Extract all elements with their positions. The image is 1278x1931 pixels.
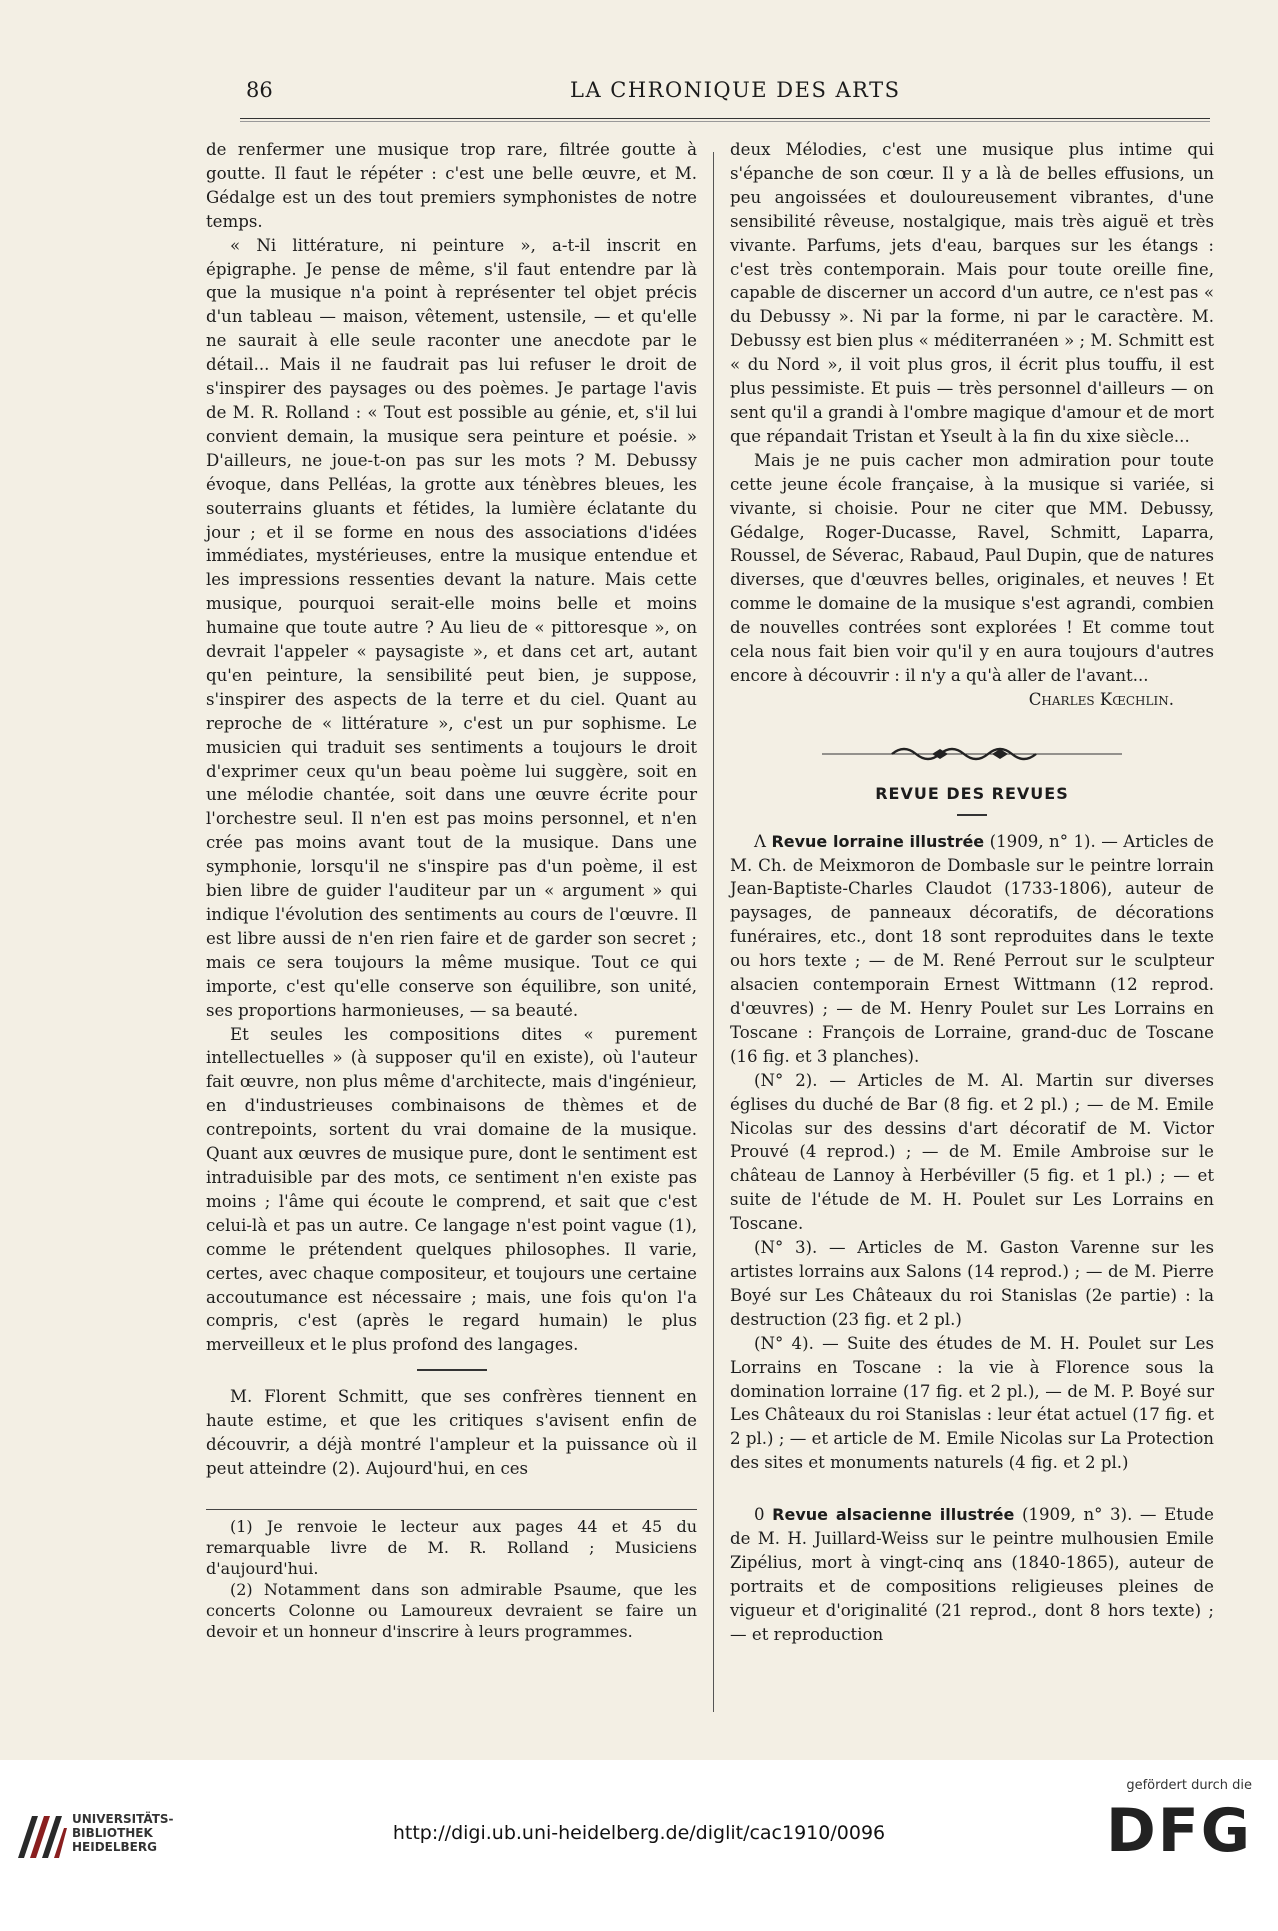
footnotes bbox=[206, 1516, 697, 1642]
page-number: 86 bbox=[246, 78, 273, 102]
review-entry bbox=[730, 1503, 1214, 1646]
review-entry bbox=[730, 830, 1214, 1069]
review-text: (1909, n° 3). — Etude de M. H. Juillard-Weiss sur le peintre mulhousien Emile Zipélius, mort à vingt-cinq ans (1840-1865), auteur de portraits et de compositions religieuses pleines de vigueur et d'originalité (21 reprod., dont 8 hors texte) ; — et reproduction bbox=[730, 1505, 1214, 1644]
dfg-logo: DFG bbox=[1105, 1796, 1252, 1866]
review-name: Revue alsacienne illustrée bbox=[772, 1505, 1015, 1525]
library-line: UNIVERSITÄTS- bbox=[72, 1812, 174, 1826]
review-name: Revue lorraine illustrée bbox=[771, 831, 985, 851]
ornament-divider-icon bbox=[822, 740, 1122, 764]
author-signature: Charles Kœchlin. bbox=[1028, 689, 1174, 709]
footer bbox=[0, 1760, 1278, 1931]
source-url-link[interactable]: http://digi.ub.uni-heidelberg.de/diglit/cac1910/0096 bbox=[392, 1822, 886, 1844]
paragraph: deux Mélodies, c'est une musique plus intime qui s'épanche de son cœur. Il y a là de belles effusions, un peu angoissées et douloureusement vibrantes, d'une sensibilité rêveuse, nostalgique, mais très aiguë et très vivante. Parfums, jets d'eau, barques sur les étangs : c'est très contemporain. Mais pour toute oreille fine, capable de discerner un accord d'un autre, ce n'est pas « du Debussy ». Ni par la forme, ni par le caractère. M. Debussy est bien plus « méditerranéen » ; M. Schmitt est « du Nord », il voit plus gros, il écrit plus touffu, il est plus pessimiste. Et puis — très personnel d'ailleurs — on sent qu'il a grandi à l'ombre magique d'amour et de mort que répandait Tristan et Yseult à la fin du xixe siècle... bbox=[730, 140, 1214, 446]
left-column bbox=[206, 138, 697, 1642]
paragraph: de renfermer une musique trop rare, filtrée goutte à goutte. Il faut le répéter : c'est une belle œuvre, et M. Gédalge est un des tout premiers symphonistes de notre temps. bbox=[206, 140, 697, 231]
review-entry: (N° 2). — Articles de M. Al. Martin sur diverses églises du duché de Bar (8 fig. et 2 pl.) ; — de M. Emile Nicolas sur des dessins d'art décoratif de M. Victor Prouvé (4 reprod.) ; — de M. Emile Ambroise sur le château de Lannoy à Herbéviller (5 fig. et 1 pl.) ; — et suite de l'étude de M. H. Poulet sur Les Lorrains en Toscane. bbox=[730, 1070, 1214, 1234]
paragraph: M. Florent Schmitt, que ses confrères tiennent en haute estime, et que les critiques s'avisent enfin de découvrir, a déjà montré l'ampleur et la puissance où il peut atteindre (2). Aujourd'hui, en ces bbox=[206, 1387, 697, 1478]
review-entry: (N° 4). — Suite des études de M. H. Poulet sur Les Lorrains en Toscane : la vie à Florence sous la domination lorraine (17 fig. et 2 pl.), — de M. P. Boyé sur Les Châteaux du roi Stanislas : leur état actuel (17 fig. et 2 pl.) ; — et article de M. Emile Nicolas sur La Protection des sites et monuments naturels (4 fig. et 2 pl.) bbox=[730, 1333, 1214, 1473]
right-column bbox=[730, 138, 1214, 1647]
review-marker: 0 bbox=[754, 1505, 765, 1525]
spacer bbox=[730, 1475, 1214, 1503]
review-text: (1909, n° 1). — Articles de M. Ch. de Meixmoron de Dombasle sur le peintre lorrain Jean-Baptiste-Charles Claudot (1733-1806), auteur de paysages, de panneaux décoratifs, de décorations funéraires, etc., dont 18 sont reproduites dans le texte ou hors texte ; — de M. René Perrout sur le sculpteur alsacien contemporain Ernest Wittmann (12 reprod. d'œuvres) ; — de M. Henry Poulet sur Les Lorrains en Toscane : François de Lorraine, grand-duc de Toscane (16 fig. et 3 planches). bbox=[730, 831, 1215, 1066]
review-marker: Λ bbox=[754, 831, 766, 851]
paragraph: Mais je ne puis cacher mon admiration pour toute cette jeune école française, à la musique si variée, si vivante, si choisie. Pour ne citer que MM. Debussy, Gédalge, Roger-Ducasse, Ravel, Schmitt, Laparra, Roussel, de Séverac, Rabaud, Paul Dupin, que de natures diverses, que d'œuvres belles, originales, et neuves ! Et comme le domaine de la musique s'est agrandi, combien de nouvelles contrées sont explorées ! Et comme tout cela nous fait bien voir qu'il y en aura toujours d'autres encore à découvrir : il n'y a qu'à aller de l'avant... bbox=[730, 450, 1214, 685]
footnote: (2) Notamment dans son admirable Psaume, que les concerts Colonne ou Lamoureux devraient se faire un devoir et un honneur d'inscrire à leurs programmes. bbox=[206, 1579, 697, 1641]
title-dash bbox=[957, 814, 987, 816]
section-title: REVUE DES REVUES bbox=[875, 783, 1069, 803]
header-rule bbox=[240, 118, 1210, 122]
review-entry: (N° 3). — Articles de M. Gaston Varenne sur les artistes lorrains aux Salons (14 reprod.) ; — de M. Pierre Boyé sur Les Châteaux du roi Stanislas (2e partie) : la destruction (23 fig. et 2 pl.) bbox=[730, 1238, 1214, 1329]
paragraph: Et seules les compositions dites « purement intellectuelles » (à supposer qu'il en existe), où l'auteur fait œuvre, non plus même d'architecte, mais d'ingénieur, en d'industrieuses combinaisons de thèmes et de contrepoints, sortent du vrai domaine de la musique. Quant aux œuvres de musique pure, dont le sentiment est intraduisible par des mots, ce sentiment n'en existe pas moins ; l'âme qui écoute le comprend, et sait que c'est celui-là et pas un autre. Ce langage n'est point vague (1), comme le prétendent quelques philosophes. Il varie, certes, avec chaque compositeur, et toujours une certaine accoutumance est nécessaire ; mais, une fois qu'on l'a compris, c'est (après le regard humain) le plus merveilleux et le plus profond des langages. bbox=[206, 1024, 697, 1355]
library-line: BIBLIOTHEK bbox=[72, 1826, 153, 1840]
funded-by-label: gefördert durch die bbox=[1126, 1778, 1252, 1793]
paragraph: « Ni littérature, ni peinture », a-t-il inscrit en épigraphe. Je pense de même, s'il faut entendre par là que la musique n'a point à représenter tel objet précis d'un tableau — maison, vêtement, ustensile, — et qu'elle ne saurait à elle seule raconter une anecdote par le détail... Mais il ne faudrait pas lui refuser le droit de s'inspirer des paysages ou des poèmes. Je partage l'avis de M. R. Rolland : « Tout est possible au génie, et, s'il lui convient demain, la musique sera peinture et poésie. » D'ailleurs, ne joue-t-on pas sur les mots ? M. Debussy évoque, dans Pelléas, la grotte aux ténèbres bleues, les souterrains gluants et fétides, la lumière éclatante du jour ; et il se forme en nous des associations d'idées immédiates, mystérieuses, entre la musique entendue et les impressions ressenties devant la nature. Mais cette musique, pourquoi serait-elle moins belle et moins humaine que toute autre ? Au lieu de « pittoresque », on devrait l'appeler « paysagiste », et dans cet art, autant qu'en peinture, la sensibilité peut bien, je suppose, s'inspirer des aspects de la terre et du ciel. Quant au reproche de « littérature », c'est un pur sophisme. Le musicien qui traduit ses sentiments a toujours le droit d'exprimer ceux qu'un beau poème lui suggère, soit en une mélodie chantée, soit dans une œuvre écrite pour l'orchestre seul. Il n'en est pas moins personnel, et n'en crée pas moins avant tout de la musique. Dans une symphonie, lorsqu'il ne s'inspire pas d'un poème, il est bien libre de guider l'auditeur par un « argument » qui indique l'évolution des sentiments au cours de l'œuvre. Il est libre aussi de n'en rien faire et de garder son secret ; mais ce sera toujours la même musique. Tout ce qui importe, c'est qu'elle conserve son équilibre, son unité, ses proportions harmonieuses, — sa beauté. bbox=[206, 235, 697, 1020]
journal-title: LA CHRONIQUE DES ARTS bbox=[570, 78, 901, 102]
library-line: HEIDELBERG bbox=[72, 1840, 157, 1854]
footnote: (1) Je renvoie le lecteur aux pages 44 et 45 du remarquable livre de M. R. Rolland ; Musiciens d'aujourd'hui. bbox=[206, 1516, 697, 1578]
footnote-rule bbox=[206, 1509, 697, 1510]
running-head bbox=[230, 74, 1220, 114]
section-separator bbox=[417, 1369, 487, 1371]
column-divider bbox=[713, 152, 714, 1712]
